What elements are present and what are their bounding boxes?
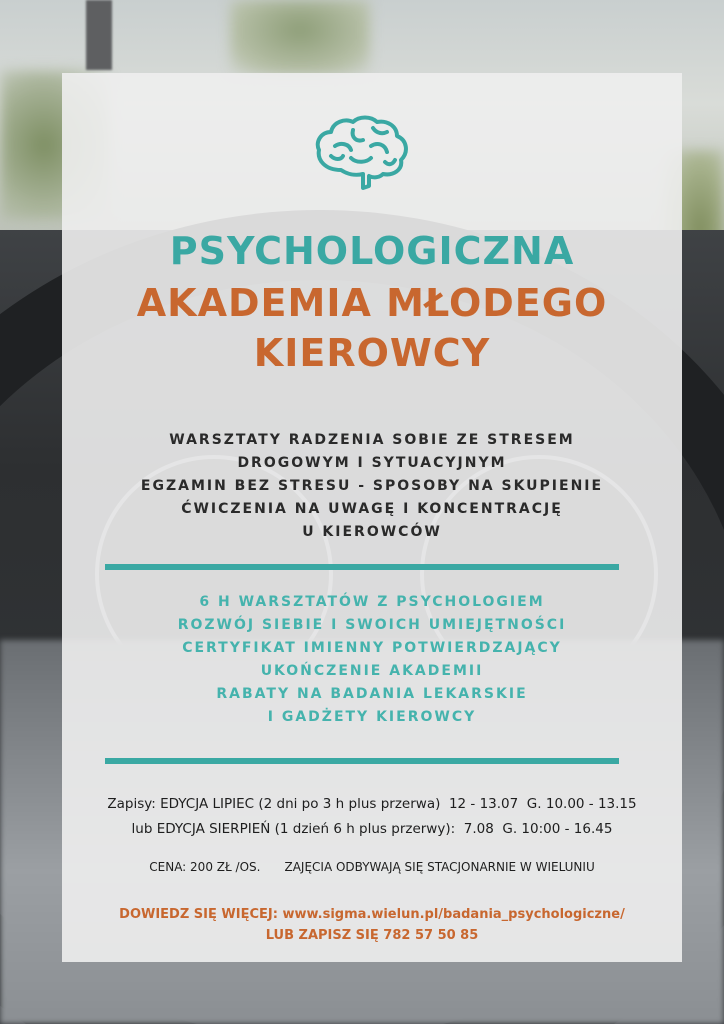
title-line-3: KIEROWCY [253, 331, 491, 375]
schedule-line-august: lub EDYCJA SIERPIEŃ (1 dzień 6 h plus przerwy): 7.08 G. 10:00 - 16.45 [131, 821, 613, 837]
benefit-item: UKOŃCZENIE AKADEMII [260, 663, 484, 679]
topics-list [62, 429, 682, 544]
topic-item: DROGOWYM I SYTUACYJNYM [237, 455, 507, 471]
brain-icon [311, 112, 413, 192]
benefit-item: CERTYFIKAT IMIENNY POTWIERDZAJĄCY [182, 640, 562, 656]
location-text: ZAJĘCIA ODBYWAJĄ SIĘ STACJONARNIE W WIELUNIU [284, 860, 595, 874]
price-location-row [62, 860, 682, 874]
price-text: CENA: 200 ZŁ /OS. [149, 860, 261, 874]
benefit-item: ROZWÓJ SIEBIE I SWOICH UMIEJĘTNOŚCI [177, 617, 567, 633]
topic-item: WARSZTATY RADZENIA SOBIE ZE STRESEM [169, 432, 575, 448]
divider-bottom [105, 758, 619, 764]
topic-item: ĆWICZENIA NA UWAGĘ I KONCENTRACJĘ [181, 501, 563, 517]
benefits-list [62, 591, 682, 729]
topic-item: EGZAMIN BEZ STRESU - SPOSOBY NA SKUPIENIE [140, 478, 604, 494]
topic-item: U KIEROWCÓW [302, 524, 442, 540]
schedule-info [62, 792, 682, 842]
benefit-item: 6 H WARSZTATÓW Z PSYCHOLOGIEM [199, 594, 545, 610]
schedule-line-july: Zapisy: EDYCJA LIPIEC (2 dni po 3 h plus przerwa) 12 - 13.07 G. 10.00 - 13.15 [107, 796, 637, 812]
contact-info [62, 904, 682, 946]
divider-top [105, 564, 619, 570]
benefit-item: I GADŻETY KIEROWCY [267, 709, 477, 725]
title-line-2: AKADEMIA MŁODEGO [136, 281, 608, 325]
benefit-item: RABATY NA BADANIA LEKARSKIE [216, 686, 528, 702]
title-line-1: PSYCHOLOGICZNA [169, 229, 575, 273]
phone-signup[interactable]: LUB ZAPISZ SIĘ 782 57 50 85 [265, 928, 479, 943]
website-link[interactable]: DOWIEDZ SIĘ WIĘCEJ: www.sigma.wielun.pl/badania_psychologiczne/ [119, 907, 625, 922]
